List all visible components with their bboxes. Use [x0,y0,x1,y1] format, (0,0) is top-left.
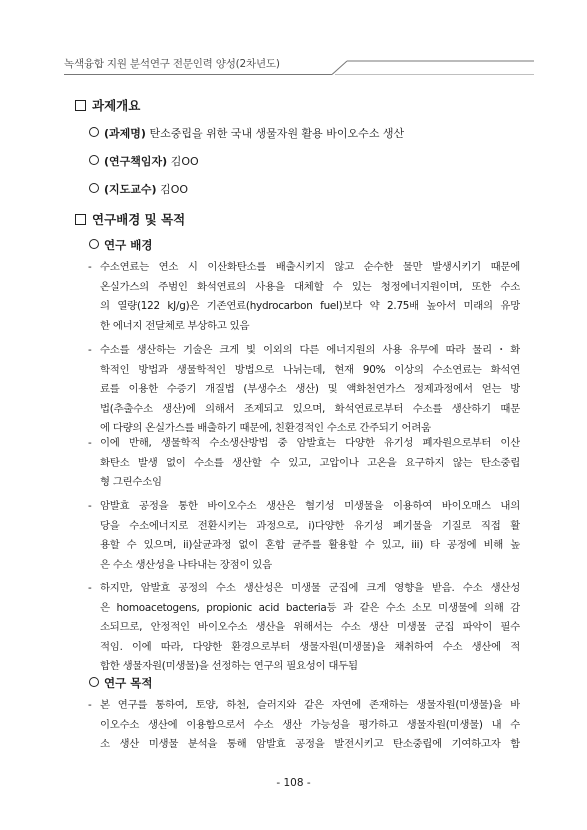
paragraph-1: - 수소연료는 연소 시 이산화탄소를 배출시키지 않고 순수한 물만 발생시키기 때문에 온실가스의 주범인 화석연료의 사용을 대체할 수 있는 청정에너지원이며, 또한 수소 의 열량(122 kJ/g)은 기존연료(hydrocarbon fuel)보다 약 2.75배 높아서 미래의 유망 한 에너지 전달체로 부상하고 있음 [88,261,520,332]
square-bullet-icon [75,100,86,111]
subhead-purpose: 연구 목적 [89,675,152,691]
paragraph-4: - 암발효 공정을 통한 바이오수소 생산은 혐기성 미생물을 이용하여 바이오매스 내의 당을 수소에너지로 전환시키는 과정으로, i)다양한 유기성 폐기물을 기질로 직접 활 용할 수 있으며, ii)살균과정 없이 혼합 균주를 활용할 수 있고, iii) 타 공정에 비해 높 은 수소 생산성을 나타내는 장점이 있음 [88,500,520,571]
paragraph-2: - 수소를 생산하는 기술은 크게 빛 이외의 다른 에너지원의 사용 유무에 따라 물리・화 학적인 방법과 생물학적인 방법으로 나뉘는데, 현재 90% 이상의 수소연료는 화석연 료를 이용한 수증기 개질법 (부생수소 생산) 및 액화천연가스 정제과정에서 얻는 방 법(추출수소 생산)에 의해서 조제되고 있으며, 화석연료로부터 수소를 생산하기 때문 에 다량의 온실가스를 배출하기 때문에, 친환경적인 수소로 간주되기 어려움 [88,344,520,435]
circle-bullet-icon [89,677,99,687]
paragraph-6: - 본 연구를 통하여, 토양, 하천, 슬러지와 같은 자연에 존재하는 생물자원(미생물)을 바 이오수소 생산에 이용함으로서 수소 생산 가능성을 평가하고 생물자원(미생물) 내 수 소 생산 미생물 분석을 통해 암발효 공정을 발전시키고 탄소중립에 기여하고자 함 [88,699,520,751]
paragraph-3: - 이에 반해, 생물학적 수소생산방법 중 암발효는 다양한 유기성 폐자원으로부터 이산 화탄소 발생 없이 수소를 생산할 수 있고, 고압이나 고온을 요구하지 않는 탄소중립 형 그린수소임 [88,437,520,489]
square-bullet-icon [75,214,86,225]
paragraph-5: - 하지만, 암발효 공정의 수소 생산성은 미생물 군집에 크게 영향을 받음. 수소 생산성 은 homoacetogens, propionic acid bacteria등 과 같은 수소 소모 미생물에 의해 감 소되므로, 안정적인 바이오수소 생산을 위해서는 수소 생산 미생물 군집 파악이 필수 적임. 이에 따라, 다양한 환경으로부터 생물자원(미생물)을 채취하여 수소 생산에 적 합한 생물자원(미생물)을 선정하는 연구의 필요성이 대두됨 [88,582,520,673]
page-number: - 108 - [276,777,311,789]
running-header [64,54,534,76]
circle-bullet-icon [89,183,99,193]
circle-bullet-icon [89,127,99,137]
section-title-background: 연구배경 및 목적 [75,210,185,228]
overview-item-lead: (연구책임자) 김OO [89,153,199,169]
overview-item-project: (과제명) 탄소중립을 위한 국내 생물자원 활용 바이오수소 생산 [89,125,404,141]
header-title: 녹색융합 지원 분석연구 전문인력 양성(2차년도) [64,58,280,70]
circle-bullet-icon [89,239,99,249]
section-title-overview: 과제개요 [75,96,140,114]
circle-bullet-icon [89,155,99,165]
subhead-background: 연구 배경 [89,237,152,253]
overview-item-advisor: (지도교수) 김OO [89,181,188,197]
